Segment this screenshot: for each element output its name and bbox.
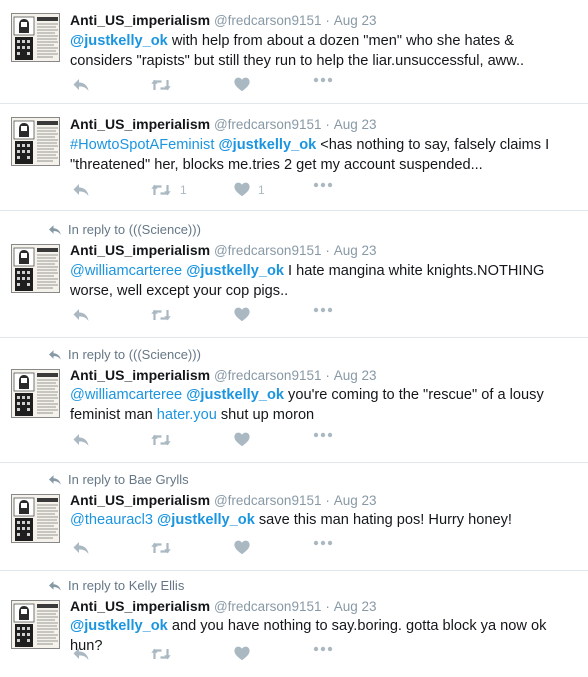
avatar[interactable] — [11, 244, 60, 293]
display-name[interactable]: Anti_US_imperialism — [70, 492, 211, 508]
reply-button[interactable] — [72, 307, 90, 323]
tweet-text-segment[interactable]: @justkelly_ok — [186, 387, 284, 403]
tweet[interactable] — [0, 338, 588, 463]
avatar[interactable] — [11, 600, 60, 649]
handle[interactable]: @fredcarson9151 — [213, 243, 322, 258]
reply-icon — [72, 77, 90, 93]
handle[interactable]: @fredcarson9151 — [213, 368, 322, 383]
more-button[interactable] — [313, 646, 333, 652]
timestamp[interactable]: Aug 23 — [333, 599, 377, 614]
tweet[interactable] — [0, 571, 588, 677]
display-name[interactable]: Anti_US_imperialism — [70, 598, 211, 614]
tweet-text-segment[interactable]: @justkelly_ok — [70, 618, 168, 634]
tweet-text — [70, 510, 575, 530]
more-icon — [313, 540, 333, 546]
avatar[interactable] — [11, 369, 60, 418]
more-icon — [313, 307, 333, 313]
retweet-button[interactable] — [150, 307, 180, 323]
reply-button[interactable] — [72, 77, 90, 93]
tweet-text-segment[interactable]: hater.you — [156, 407, 217, 423]
tweet-actions — [70, 182, 370, 202]
reply-context-icon — [48, 349, 62, 361]
tweet-actions — [70, 307, 370, 327]
handle[interactable]: @fredcarson9151 — [213, 599, 322, 614]
separator: · — [325, 117, 330, 132]
retweet-icon — [150, 646, 172, 662]
timestamp[interactable]: Aug 23 — [333, 243, 377, 258]
timestamp[interactable]: Aug 23 — [333, 368, 377, 383]
like-button[interactable] — [234, 182, 265, 197]
heart-icon — [234, 77, 250, 92]
reply-context[interactable] — [48, 472, 189, 487]
tweet-header — [70, 12, 377, 28]
tweet-actions — [70, 432, 370, 452]
more-button[interactable] — [313, 540, 333, 546]
reply-context-icon — [48, 474, 62, 486]
reply-button[interactable] — [72, 432, 90, 448]
like-button[interactable] — [234, 646, 258, 661]
tweet-text-segment[interactable]: @justkelly_ok — [218, 137, 317, 153]
more-button[interactable] — [313, 432, 333, 438]
like-button[interactable] — [234, 540, 258, 555]
heart-icon — [234, 307, 250, 322]
separator: · — [325, 13, 330, 28]
retweet-icon — [150, 432, 172, 448]
tweet[interactable] — [0, 0, 588, 104]
tweet-actions — [70, 646, 370, 666]
more-icon — [313, 77, 333, 83]
timestamp[interactable]: Aug 23 — [333, 493, 377, 508]
retweet-count: 1 — [180, 183, 187, 197]
tweet-text-segment: <has nothing to say, falsely claims I "threatened" her, blocks me.tries 2 get my account suspended... — [70, 137, 550, 173]
retweet-button[interactable] — [150, 540, 180, 556]
tweet-header — [70, 116, 377, 132]
retweet-button[interactable] — [150, 646, 180, 662]
tweet-text-segment[interactable]: @justkelly_ok — [186, 263, 284, 279]
more-icon — [313, 182, 333, 188]
timestamp[interactable]: Aug 23 — [333, 117, 377, 132]
reply-button[interactable] — [72, 540, 90, 556]
more-button[interactable] — [313, 182, 333, 188]
handle[interactable]: @fredcarson9151 — [213, 493, 322, 508]
retweet-button[interactable] — [150, 77, 180, 93]
like-button[interactable] — [234, 307, 258, 322]
tweet[interactable] — [0, 211, 588, 338]
separator: · — [325, 599, 330, 614]
reply-button[interactable] — [72, 646, 90, 662]
tweet-text-segment[interactable]: @justkelly_ok — [157, 512, 255, 528]
tweet-text-segment: with help from about a dozen "men" who she hates & considers "rapists" but still they run to help the liar.unsuccessful, aww.. — [70, 33, 525, 69]
reply-context-label: In reply to Bae Grylls — [68, 472, 189, 487]
reply-button[interactable] — [72, 182, 90, 198]
retweet-icon — [150, 182, 172, 198]
more-button[interactable] — [313, 307, 333, 313]
tweet-text-segment: and you have nothing to say.boring. gotta block ya now ok hun? — [70, 618, 547, 654]
heart-icon — [234, 432, 250, 447]
reply-context-icon — [48, 224, 62, 236]
reply-icon — [72, 432, 90, 448]
tweet-actions — [70, 540, 370, 560]
tweet-text-segment[interactable]: @justkelly_ok — [70, 33, 168, 49]
reply-context[interactable] — [48, 578, 184, 593]
separator: · — [325, 243, 330, 258]
retweet-icon — [150, 77, 172, 93]
tweet-actions — [70, 77, 370, 97]
display-name[interactable]: Anti_US_imperialism — [70, 367, 211, 383]
handle[interactable]: @fredcarson9151 — [213, 13, 322, 28]
reply-icon — [72, 307, 90, 323]
reply-context-label: In reply to Kelly Ellis — [68, 578, 185, 593]
tweet-header — [70, 242, 377, 258]
tweet-text-segment[interactable]: @williamcarteree — [70, 387, 183, 403]
reply-context[interactable] — [48, 347, 201, 362]
tweet-header — [70, 492, 377, 508]
avatar[interactable] — [11, 117, 60, 166]
avatar[interactable] — [11, 13, 60, 62]
heart-icon — [234, 646, 250, 661]
reply-context-label: In reply to (((Science))) — [68, 222, 201, 237]
retweet-icon — [150, 540, 172, 556]
tweet-text-segment: you're coming to the "rescue" of a lousy feminist man — [70, 387, 544, 423]
tweet-text-segment[interactable]: #HowtoSpotAFeminist — [70, 137, 215, 153]
tweet-header — [70, 598, 377, 614]
more-icon — [313, 646, 333, 652]
reply-context-label: In reply to (((Science))) — [68, 347, 201, 362]
reply-icon — [72, 646, 90, 662]
display-name[interactable]: Anti_US_imperialism — [70, 116, 211, 132]
like-button[interactable] — [234, 432, 258, 447]
like-button[interactable] — [234, 77, 258, 92]
separator: · — [325, 368, 330, 383]
retweet-button[interactable] — [150, 432, 180, 448]
tweet-text — [70, 31, 575, 71]
avatar[interactable] — [11, 494, 60, 543]
display-name[interactable]: Anti_US_imperialism — [70, 12, 211, 28]
tweet-header — [70, 367, 377, 383]
tweet-text-segment[interactable]: @williamcarteree — [70, 263, 183, 279]
display-name[interactable]: Anti_US_imperialism — [70, 242, 211, 258]
timestamp[interactable]: Aug 23 — [333, 13, 377, 28]
handle[interactable]: @fredcarson9151 — [213, 117, 322, 132]
retweet-button[interactable] — [150, 182, 187, 198]
reply-icon — [72, 540, 90, 556]
tweet-text-segment: shut up moron — [216, 407, 315, 423]
tweet-text-segment: save this man hating pos! Hurry honey! — [254, 512, 512, 528]
reply-context[interactable] — [48, 222, 201, 237]
reply-context-icon — [48, 580, 62, 592]
more-button[interactable] — [313, 77, 333, 83]
tweet[interactable] — [0, 463, 588, 571]
tweet-text-segment[interactable]: @theauracl3 — [70, 512, 153, 528]
heart-icon — [234, 182, 250, 197]
tweet-text — [70, 261, 575, 301]
tweet-text — [70, 135, 575, 175]
separator: · — [325, 493, 330, 508]
heart-icon — [234, 540, 250, 555]
retweet-icon — [150, 307, 172, 323]
tweet[interactable] — [0, 104, 588, 211]
like-count: 1 — [258, 182, 265, 197]
more-icon — [313, 432, 333, 438]
reply-icon — [72, 182, 90, 198]
tweet-text — [70, 385, 575, 425]
tweet-text-segment: I hate mangina white knights.NOTHING worse, well except your cop pigs.. — [70, 263, 545, 299]
